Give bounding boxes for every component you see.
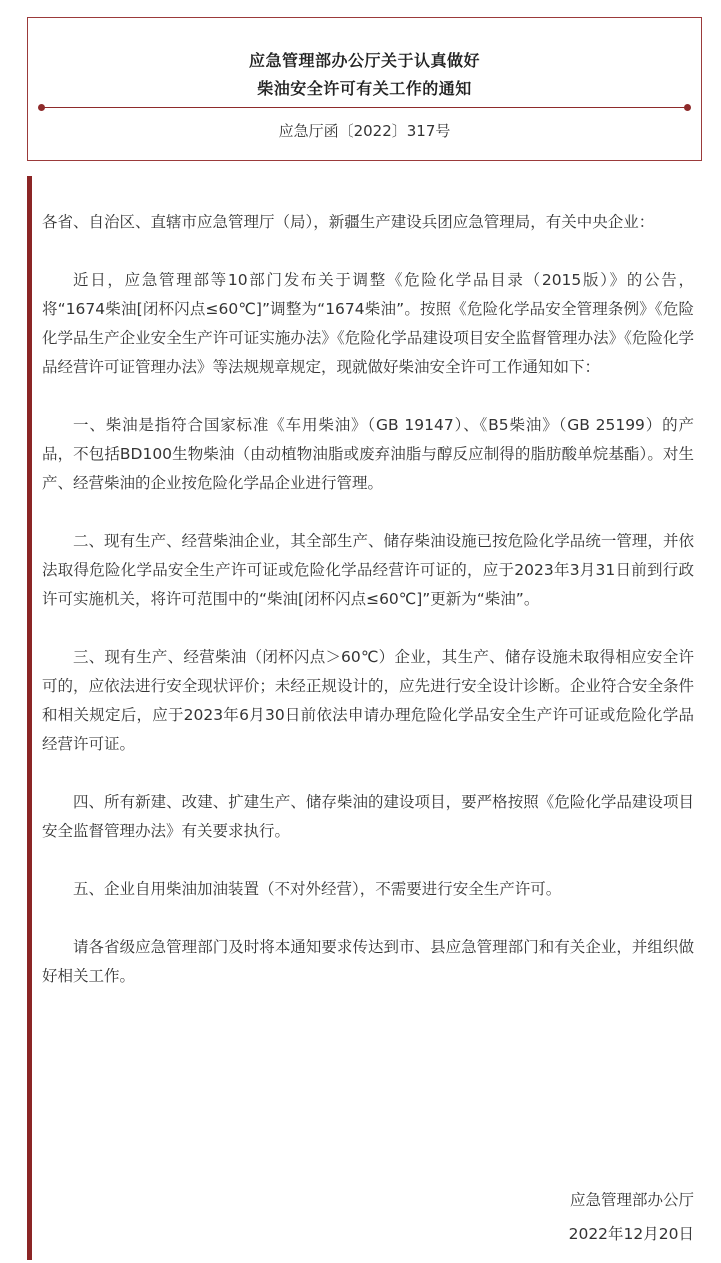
document-number: 应急厅函〔2022〕317号	[278, 122, 451, 140]
item-1-paragraph: 一、柴油是指符合国家标准《车用柴油》（GB 19147）、《B5柴油》（GB 25199）的产品，不包括BD100生物柴油（由动植物油脂或废弃油脂与醇反应制得的脂肪酸单烷基酯）。对生产、经营柴油的企业按危险化学品企业进行管理。	[42, 416, 694, 492]
signature-organization: 应急管理部办公厅	[569, 1191, 694, 1209]
title-line-1: 应急管理部办公厅关于认真做好	[248, 51, 480, 70]
accent-side-bar	[27, 176, 32, 1260]
item-4-paragraph: 四、所有新建、改建、扩建生产、储存柴油的建设项目，要严格按照《危险化学品建设项目安全监督管理办法》有关要求执行。	[42, 793, 694, 840]
item-3-paragraph: 三、现有生产、经营柴油（闭杯闪点＞60℃）企业，其生产、储存设施未取得相应安全许可的，应依法进行安全现状评价；未经正规设计的，应先进行安全设计诊断。企业符合安全条件和相关规定后，应于2023年6月30日前依法申请办理危险化学品安全生产许可证或危险化学品经营许可证。	[42, 648, 694, 753]
signature-date: 2022年12月20日	[568, 1225, 694, 1243]
notice-body	[42, 208, 694, 1020]
title-divider	[41, 107, 688, 108]
intro-paragraph: 近日，应急管理部等10部门发布关于调整《危险化学品目录（2015版）》的公告，将“1674柴油[闭杯闪点≤60℃]”调整为“1674柴油”。按照《危险化学品安全管理条例》《危险化学品生产企业安全生产许可证实施办法》《危险化学品建设项目安全监督管理办法》《危险化学品经营许可证管理办法》等法规规章规定，现就做好柴油安全许可工作通知如下：	[42, 271, 694, 376]
divider-dot-right	[684, 104, 691, 111]
item-5-paragraph: 五、企业自用柴油加油装置（不对外经营），不需要进行安全生产许可。	[73, 880, 562, 898]
notice-header	[27, 17, 702, 161]
item-2-paragraph: 二、现有生产、经营柴油企业，其全部生产、储存柴油设施已按危险化学品统一管理，并依法取得危险化学品安全生产许可证或危险化学品经营许可证的，应于2023年3月31日前到行政许可实施机关，将许可范围中的“柴油[闭杯闪点≤60℃]”更新为“柴油”。	[42, 532, 694, 608]
closing-paragraph: 请各省级应急管理部门及时将本通知要求传达到市、县应急管理部门和有关企业，并组织做好相关工作。	[42, 938, 694, 985]
title-line-2: 柴油安全许可有关工作的通知	[257, 79, 472, 98]
salutation-paragraph: 各省、自治区、直辖市应急管理厅（局），新疆生产建设兵团应急管理局，有关中央企业：	[42, 213, 655, 231]
